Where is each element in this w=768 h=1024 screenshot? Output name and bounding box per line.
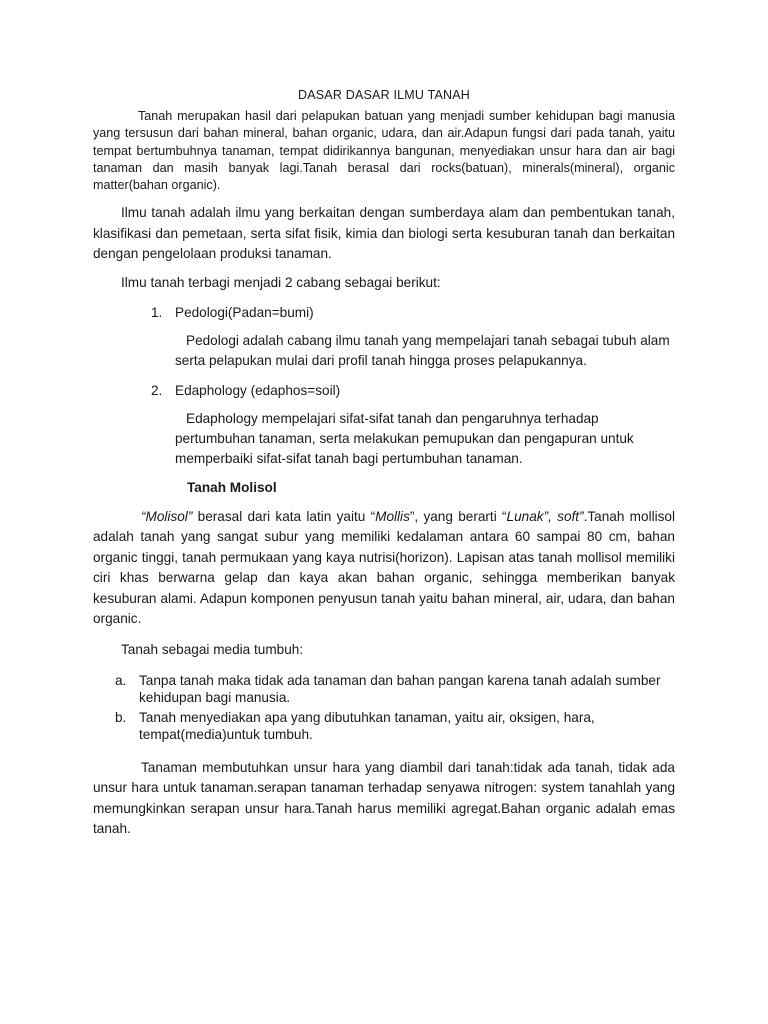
media-item-text: Tanpa tanah maka tidak ada tanaman dan bahan pangan karena tanah adalah sumber kehidupan bagi manusia. (139, 672, 661, 706)
media-list (93, 672, 675, 744)
molisol-text-3: .Tanah mollisol adalah tanah yang sangat subur yang memiliki kedalaman antara 60 sampai 80 cm, bahan organic tinggi, tanah permukaan yang kaya nutrisi(horizon). Lapisan atas tanah mollisol memiliki ciri khas berwarna gelap dan kaya akan bahan organic, sehingga memberikan banyak kesuburan alami. Adapun komponen penyusun tanah yaitu bahan mineral, air, udara, dan bahan organic. (93, 508, 676, 627)
branch-item (93, 303, 675, 323)
branch-description: Edaphology mempelajari sifat-sifat tanah dan pengaruhnya terhadap pertumbuhan tanaman, serta melakukan pemupukan dan pengapuran untuk memperbaiki sifat-sifat tanah bagi pertumbuhan tanaman. (175, 410, 634, 466)
media-intro: Tanah sebagai media tumbuh: (121, 641, 304, 657)
media-item (93, 672, 675, 707)
intro-paragraph: Tanah merupakan hasil dari pelapukan batuan yang menjadi sumber kehidupan bagi manusia yang tersusun dari bahan mineral, bahan organic, udara, dan air.Adapun fungsi dari pada tanah, yaitu tempat bertumbuhnya tanaman, tempat didirikannya bangunan, menyediakan unsur hara dan air bagi tanaman dan masih banyak lagi.Tanah berasal dari rocks(batuan), minerals(mineral), organic matter(bahan organic). (93, 109, 675, 193)
molisol-heading: Tanah Molisol (187, 479, 277, 495)
molisol-text-2: ”, yang berarti “ (409, 508, 507, 524)
molisol-text-1: berasal dari kata latin yaitu “ (192, 508, 376, 524)
branch-description: Pedologi adalah cabang ilmu tanah yang mempelajari tanah sebagai tubuh alam serta pelapukan mulai dari profil tanah hingga proses pelapukannya. (175, 332, 670, 368)
document-title: DASAR DASAR ILMU TANAH (297, 88, 471, 102)
branch-name: Pedologi(Padan=bumi) (175, 304, 314, 320)
media-item (93, 709, 675, 744)
branch-list (93, 303, 675, 469)
definition-paragraph: Ilmu tanah adalah ilmu yang berkaitan dengan sumberdaya alam dan pembentukan tanah, klasifikasi dan pemetaan, serta sifat fisik, kimia dan biologi serta kesuburan tanah dan berkaitan dengan pengelolaan produksi tanaman. (93, 205, 675, 262)
branches-intro: Ilmu tanah terbagi menjadi 2 cabang sebagai berikut: (121, 274, 441, 290)
media-item-text: Tanah menyediakan apa yang dibutuhkan tanaman, yaitu air, oksigen, hara, tempat(media)untuk tumbuh. (139, 709, 595, 743)
closing-paragraph: Tanaman membutuhkan unsur hara yang diambil dari tanah:tidak ada tanah, tidak ada unsur hara untuk tanaman.serapan tanaman terhadap senyawa nitrogen: system tanahlah yang memungkinkan serapan unsur hara.Tanah harus memiliki agregat.Bahan organic adalah emas tanah. (93, 759, 675, 837)
branch-name: Edaphology (edaphos=soil) (175, 382, 341, 398)
term-lunak-soft: Lunak”, soft” (506, 508, 584, 524)
term-molisol: “Molisol” (141, 508, 193, 524)
list-marker: a. (115, 672, 127, 688)
list-marker: b. (115, 709, 127, 725)
list-marker: 2. (151, 382, 163, 398)
list-marker: 1. (151, 304, 163, 320)
document-body (93, 88, 675, 840)
branch-item (93, 381, 675, 401)
term-mollis: Mollis (375, 508, 410, 524)
molisol-paragraph (93, 507, 675, 630)
